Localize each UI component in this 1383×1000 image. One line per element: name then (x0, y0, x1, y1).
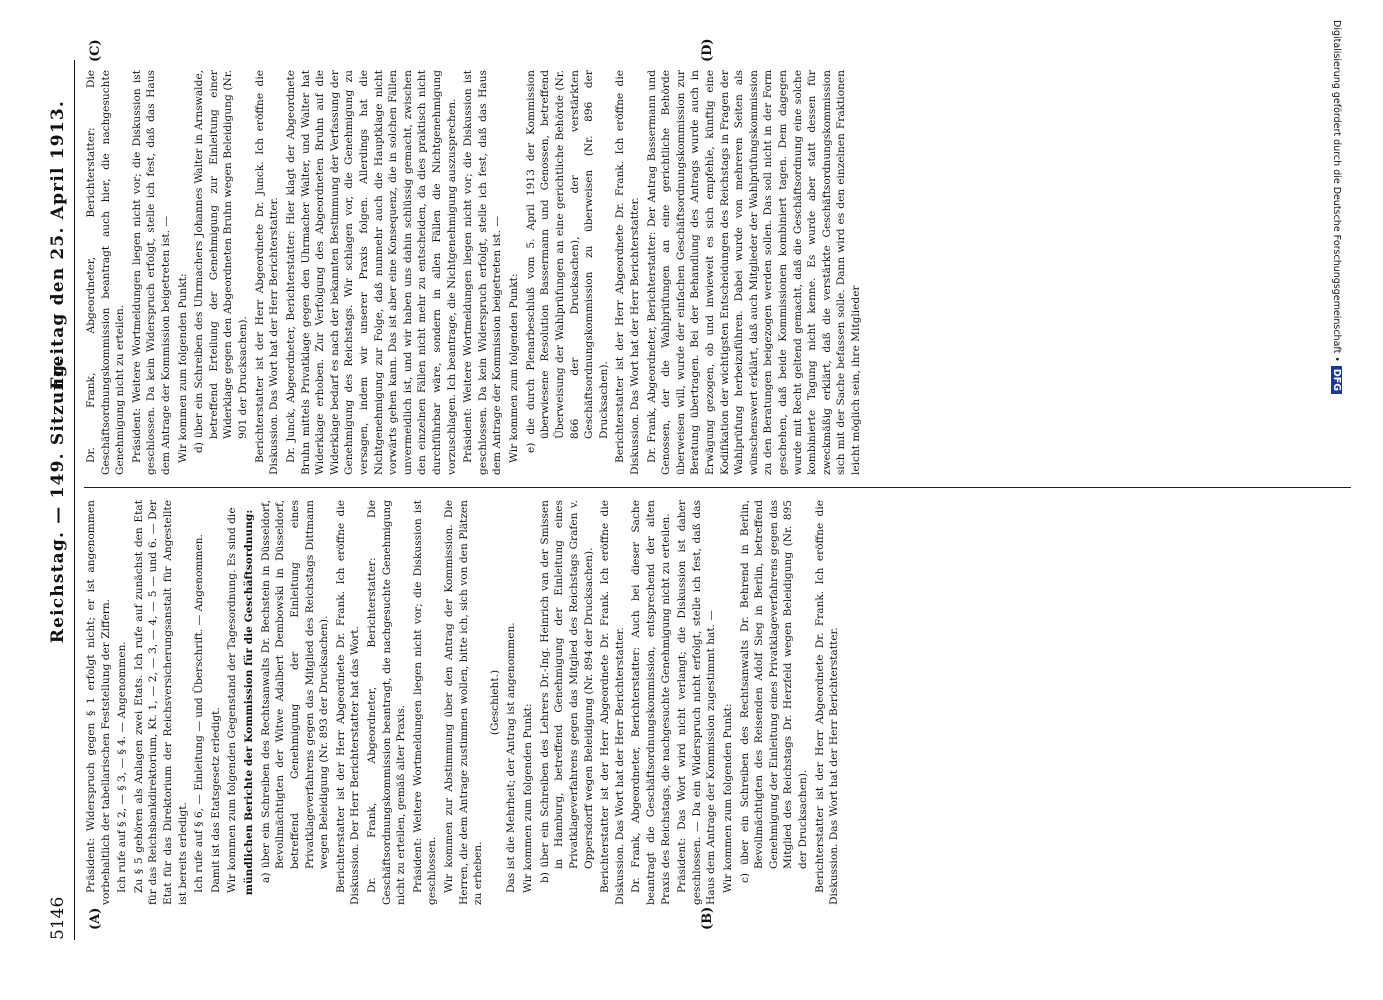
paragraph: Wir kommen zum folgenden Punkt: (522, 703, 535, 893)
paragraph: Dr. Frank, Abgeordneter, Berichterstatter: Die Geschäftsordnungskommission beantragt auch hier, die nachgesuchte Genehmigung nicht zu erteilen. (85, 70, 127, 475)
margin-marker-b: (B) (700, 906, 715, 930)
paragraph: Dr. Frank, Abgeordneter, Berichterstatter: Die Geschäftsordnungskommission beantragt, die nachgesuchte Genehmigung nicht zu erteilen, gemäß alter Praxis. (365, 500, 408, 905)
paragraph: Berichterstatter ist der Herr Abgeordnete Dr. Frank. Ich eröffne die Diskussion. Der Herr Berichterstatter hat das Wort. (334, 500, 362, 905)
stage-direction: (Geschieht.) (488, 669, 501, 736)
header-rule (74, 60, 75, 940)
page-header (42, 60, 72, 940)
margin-marker-c: (C) (88, 39, 103, 62)
paragraph: Dr. Frank, Abgeordneter, Berichterstatter: Auch bei dieser Sache beantragt die Geschäftsordnungskommission, entsprechend der alten Praxis des Reichstags, die nachgesuchte Genehmigung nicht zu erteilen. (630, 500, 672, 905)
paragraph: Wir kommen zum folgenden Punkt: (176, 273, 189, 463)
agenda-item-d: d) über ein Schreiben des Uhrmachers Johannes Walter in Arnswalde, betreffend Erteilung der Genehmigung zur Einleitung einer Widerklage gegen den Abgeordneten Bruhn wegen Beleidigung (Nr. 901 der Drucksachen). (193, 70, 250, 453)
paragraph: Wir kommen zur Abstimmung über den Antrag der Kommission. Die Herren, die dem Antrage zustimmen wollen, bitte ich, sich von den Plätzen zu erheben. (443, 500, 485, 905)
running-title: Reichstag. — 149. Sitzung. (48, 356, 68, 644)
paragraph: Dr. Junck, Abgeordneter, Berichterstatter: Hier klagt der Abgeordnete Bruhn mittels Privatklage gegen den Uhrmacher Walter, und Walter hat Widerklage erhoben. Zur Verfolgung des Abgeordneten Bruhn auf die Widerklage bedarf es nach der bekannten Bestimmung der Verfassung der Genehmigung des Reichstags. Wir schlagen vor, die Genehmigung zu versagen, indem wir unserer Praxis folgen. Allerdings hat die Nichtgenehmigung zur Folge, daß nunmehr auch die Hauptklage nicht vorwärts gehen kann. Das ist aber eine Konsequenz, die in solchen Fällen unvermeidlich ist, und wir haben uns dahin schlüssig gemacht, zwischen den einzelnen Fällen nicht mehr zu entscheiden, da dies praktisch nicht durchführbar wäre, sondern in allen Fällen die Nichtgenehmigung vorzuschlagen. Ich beantrage, die Nichtgenehmigung auszusprechen. (284, 70, 458, 475)
paragraph: Das ist die Mehrheit; der Antrag ist angenommen. (505, 622, 518, 893)
agenda-item-b: b) über ein Schreiben des Lehrers Dr.-Ing. Heinrich van der Smissen in Hamburg, betreffend Genehmigung der Einleitung eines Privatklageverfahrens gegen das Mitglied des Reichstags Grafen v. Oppersdorff wegen Beleidigung (Nr. 894 der Drucksachen). (538, 500, 595, 883)
agenda-item-c: c) über ein Schreiben des Rechtsanwalts Dr. Behrend in Berlin, Bevollmächtigten des Reisenden Adolf Sieg in Berlin, betreffend Genehmigung der Einleitung eines Privatklageverfahrens gegen das Mitglied des Reichstags Dr. Herzfeld wegen Beleidigung (Nr. 895 der Drucksachen). (738, 500, 810, 883)
sitting-date: Freitag den 25. April 1913. (48, 100, 68, 390)
paragraph: Berichterstatter ist der Herr Abgeordnete Dr. Frank. Ich eröffne die Diskussion. Das Wort hat der Herr Berichterstatter. (599, 500, 626, 905)
paragraph: Zu § 5 gehören als Anlagen zwei Etats. Ich rufe auf zunächst den Etat für das Reichsbankdirektorium, Kt. 1, — 2, — 3, — 4, — 5 — und 6. — Der Etat für das Direktorium der Reichsversicherungsanstalt für Angestellte ist bereits erledigt. (132, 500, 189, 905)
credit-text: Digitalisierung gefördert durch die Deutsche Forschungsgemeinschaft • (1331, 20, 1342, 362)
paragraph: Präsident: Weitere Wortmeldungen liegen nicht vor; die Diskussion ist geschlossen. (411, 500, 439, 905)
paragraph: Präsident: Weitere Wortmeldungen liegen nicht vor; die Diskussion ist geschlossen. Da kein Widerspruch erfolgt, stelle ich fest, daß das Haus dem Antrage der Kommission beigetreten ist. — (130, 70, 173, 475)
section-heading: mündlichen Berichte der Kommission für die Geschäftsordnung: (243, 509, 256, 896)
paragraph: Berichterstatter ist der Herr Abgeordnete Dr. Frank. Ich eröffne die Diskussion. Das Wort hat der Herr Berichterstatter. (614, 70, 641, 475)
paragraph: Dr. Frank, Abgeordneter, Berichterstatter: Der Antrag Bassermann und Genossen, der die Wahlprüfungen an eine gerichtliche Behörde überweisen will, wurde der einfachen Geschäftsordnungskommission zur Beratung übertragen. Bei der Behandlung des Antrags wurde auch in Erwägung gezogen, ob und inwieweit es sich empfehle, künftig eine Kodifikation der wichtigsten Entscheidungen des Reichstags in Fragen der Wahlprüfung herbeizuführen. Dabei wurde von mehreren Seiten als wünschenswert erklärt, daß auch Mitglieder der Wahlprüfungskommission zu den Beratungen beigezogen werden sollen. Das soll nicht in der Form geschehen, daß beide Kommissionen kombiniert tagen. Dem dagegen wurde mit Recht geltend gemacht, daß die Geschäftsordnung eine solche kombinierte Tagung nicht kenne. Es wurde aber statt dessen für zweckmäßig erklärt, daß die verstärkte Geschäftsordnungskommission sich mit der Sache befassen solle. Dann wird es den einzelnen Fraktionen leicht möglich sein, ihre Mitglieder (645, 70, 863, 475)
paragraph: Ich rufe auf § 6, — Einleitung — und Überschrift. — Angenommen. (193, 534, 206, 893)
column-divider (84, 487, 1351, 488)
paragraph: Präsident: Das Wort wird nicht verlangt; die Diskussion ist daher geschlossen. — Da ein Widerspruch nicht erfolgt, stelle ich fest, daß das Haus dem Antrage der Kommission zugestimmt hat. — (676, 500, 718, 905)
dfg-logo: DFG (1331, 366, 1342, 394)
margin-marker-a: (A) (88, 907, 103, 930)
agenda-item-e: e) die durch Plenarbeschluß vom 5. April 1913 der Kommission überwiesene Resolution Bassermann und Genossen, betreffend Überweisung der Wahlprüfungen an eine gerichtliche Behörde (Nr. 866 der Drucksachen), der verstärkten Geschäftsordnungskommission zu überweisen (Nr. 896 der Drucksachen). (524, 70, 610, 453)
paragraph: Präsident: Weitere Wortmeldungen liegen nicht vor; die Diskussion ist geschlossen. Da kein Widerspruch erfolgt, stelle ich fest, daß das Haus dem Antrage der Kommission beigetreten ist. — (462, 70, 504, 475)
funding-credit (1331, 20, 1342, 990)
paragraph: Berichterstatter ist der Herr Abgeordnete Dr. Frank. Ich eröffne die Diskussion. Das Wort hat der Herr Berichterstatter. (813, 500, 841, 905)
paragraph: Wir kommen zum folgenden Punkt: (508, 273, 521, 463)
left-column (84, 500, 1351, 905)
page-number: 5146 (48, 896, 68, 940)
paragraph: Präsident: Widerspruch gegen § 1 erfolgt nicht; er ist angenommen vorbehaltlich der tabellarischen Feststellung der Ziffern. (85, 500, 112, 905)
paragraph: Wir kommen zum folgenden Gegenstand der Tagesordnung. Es sind die (226, 507, 239, 893)
margin-marker-d: (D) (700, 38, 715, 62)
paragraph: Damit ist das Etatsgesetz erledigt. (209, 707, 222, 893)
paragraph: Wir kommen zum folgenden Punkt: (721, 703, 734, 893)
agenda-item-a: a) über ein Schreiben des Rechtsanwalts Dr. Bechstein in Düsseldorf, Bevollmächtigten der Witwe Adalbert Dembowski in Düsseldorf, betreffend Genehmigung der Einleitung eines Privatklageverfahrens gegen das Mitglied des Reichstags Dittmann wegen Beleidigung (Nr. 893 der Drucksachen). (259, 500, 331, 883)
right-column (84, 70, 1351, 475)
paragraph: Berichterstatter ist der Herr Abgeordnete Dr. Junck. Ich eröffne die Diskussion. Das Wort hat der Herr Berichterstatter. (253, 70, 281, 475)
paragraph: Ich rufe auf § 2, — § 3, — § 4. — Angenommen. (116, 641, 129, 893)
